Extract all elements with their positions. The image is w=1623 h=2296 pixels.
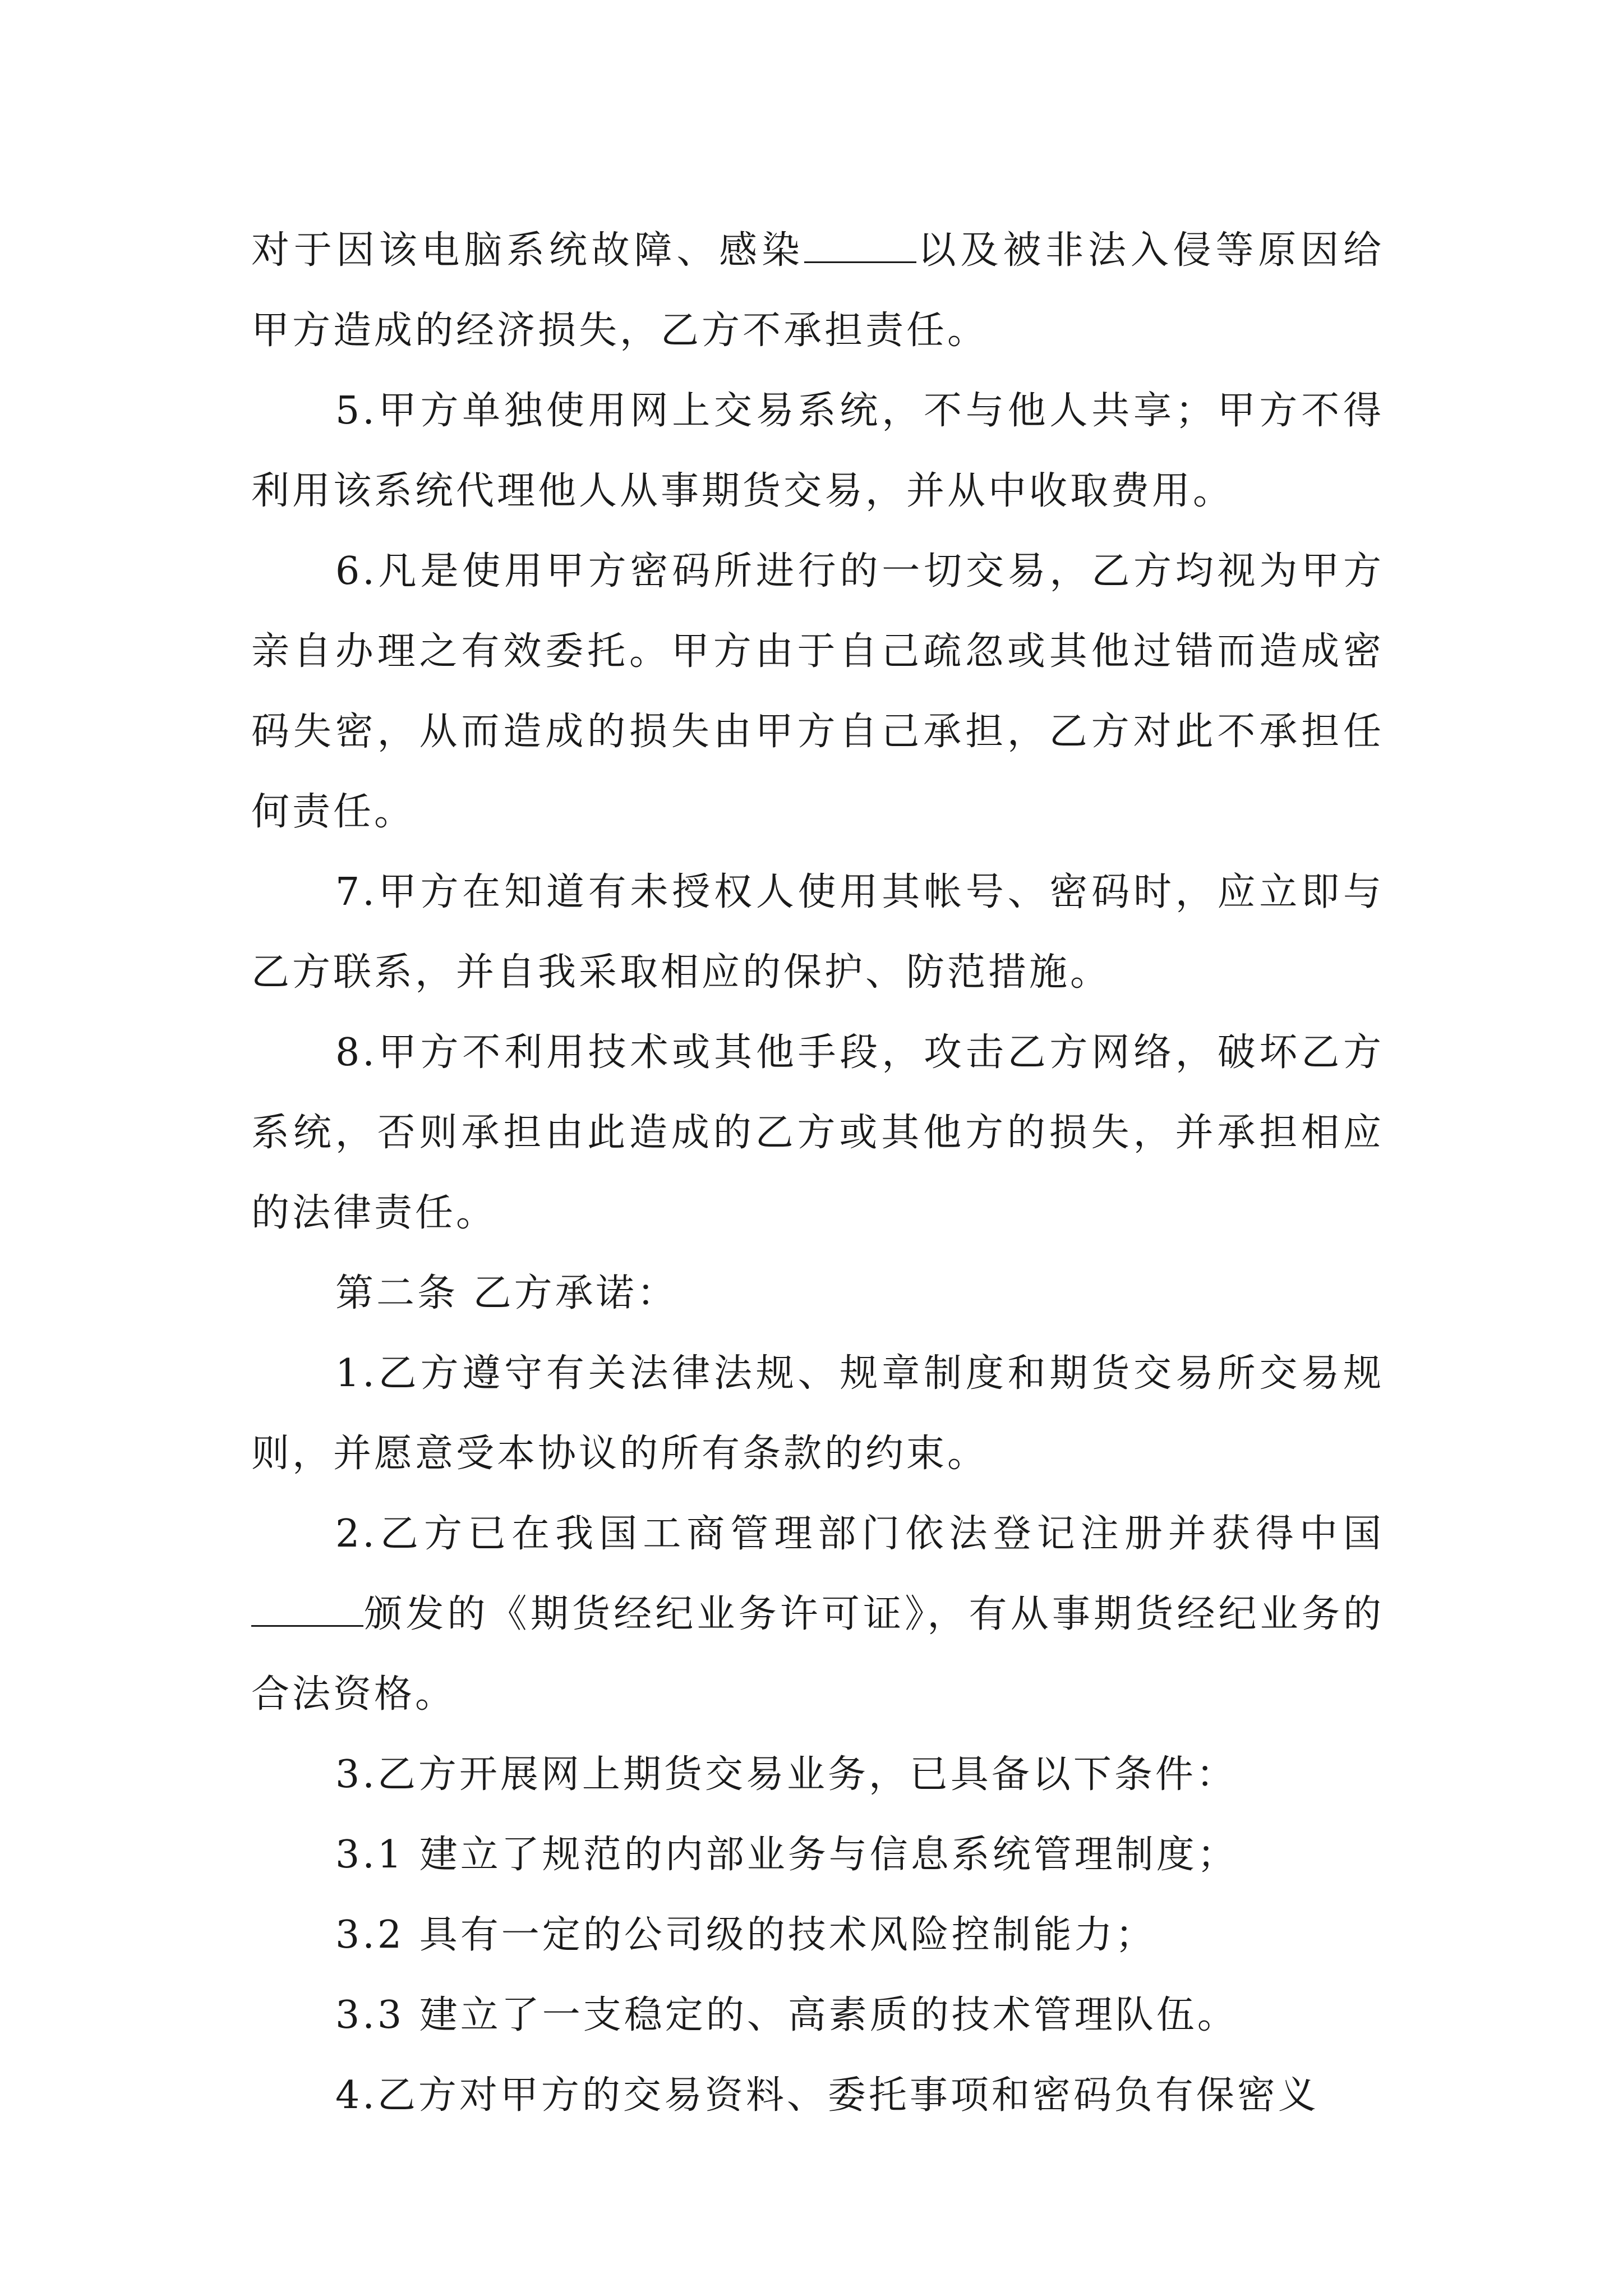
document-body [251,210,1384,2136]
paragraph-text: 颁发的《期货经纪业务许可证》，有从事期货经纪业务的合法资格。 [251,1592,1384,1717]
paragraph-b2 [251,1494,1384,1734]
paragraph-p5 [251,371,1384,531]
paragraph-text: 6.凡是使用甲方密码所进行的一切交易，乙方均视为甲方亲自办理之有效委托。甲方由于自己疏忽或其他过错而造成密码失密，从而造成的损失由甲方自己承担，乙方对此不承担任何责任。 [251,549,1384,834]
paragraph-text: 2.乙方已在我国工商管理部门依法登记注册并获得中国 [335,1512,1384,1556]
paragraph-text: 1.乙方遵守有关法律法规、规章制度和期货交易所交易规则，并愿意受本协议的所有条款的约束。 [251,1351,1384,1476]
paragraph-text: 7.甲方在知道有未授权人使用其帐号、密码时，应立即与乙方联系，并自我采取相应的保护、防范措施。 [251,870,1384,995]
paragraph-b1 [251,1333,1384,1494]
paragraph-p6 [251,531,1384,852]
paragraph-text: 第二条 乙方承诺： [335,1271,678,1315]
paragraph-b3 [251,1734,1384,1815]
fill-in-blank [804,228,916,263]
paragraph-p-cont [251,210,1384,371]
paragraph-b4 [251,2055,1384,2136]
paragraph-text: 3.3 建立了一支稳定的、高素质的技术管理队伍。 [335,1993,1238,2037]
paragraph-text: 对于因该电脑系统故障、感染 [251,228,804,273]
paragraph-text: 3.1 建立了规范的内部业务与信息系统管理制度； [335,1833,1238,1877]
paragraph-b33 [251,1975,1384,2055]
fill-in-blank [251,1591,363,1627]
paragraph-text: 以及被非法入侵等原因给甲方造成的经济损失，乙方不承担责任。 [251,228,1384,353]
paragraph-text: 8.甲方不利用技术或其他手段，攻击乙方网络，破坏乙方系统，否则承担由此造成的乙方或其他方的损失，并承担相应的法律责任。 [251,1030,1384,1235]
paragraph-p7 [251,852,1384,1013]
paragraph-text: 4.乙方对甲方的交易资料、委托事项和密码负有保密义 [335,2073,1319,2118]
paragraph-text: 3.乙方开展网上期货交易业务，已具备以下条件： [335,1752,1237,1797]
paragraph-art2 [251,1253,1384,1333]
paragraph-b31 [251,1815,1384,1895]
paragraph-p8 [251,1013,1384,1253]
paragraph-text: 3.2 具有一定的公司级的技术风险控制能力； [335,1913,1156,1957]
paragraph-text: 5.甲方单独使用网上交易系统，不与他人共享；甲方不得利用该系统代理他人从事期货交易，并从中收取费用。 [251,389,1384,513]
paragraph-b32 [251,1895,1384,1975]
